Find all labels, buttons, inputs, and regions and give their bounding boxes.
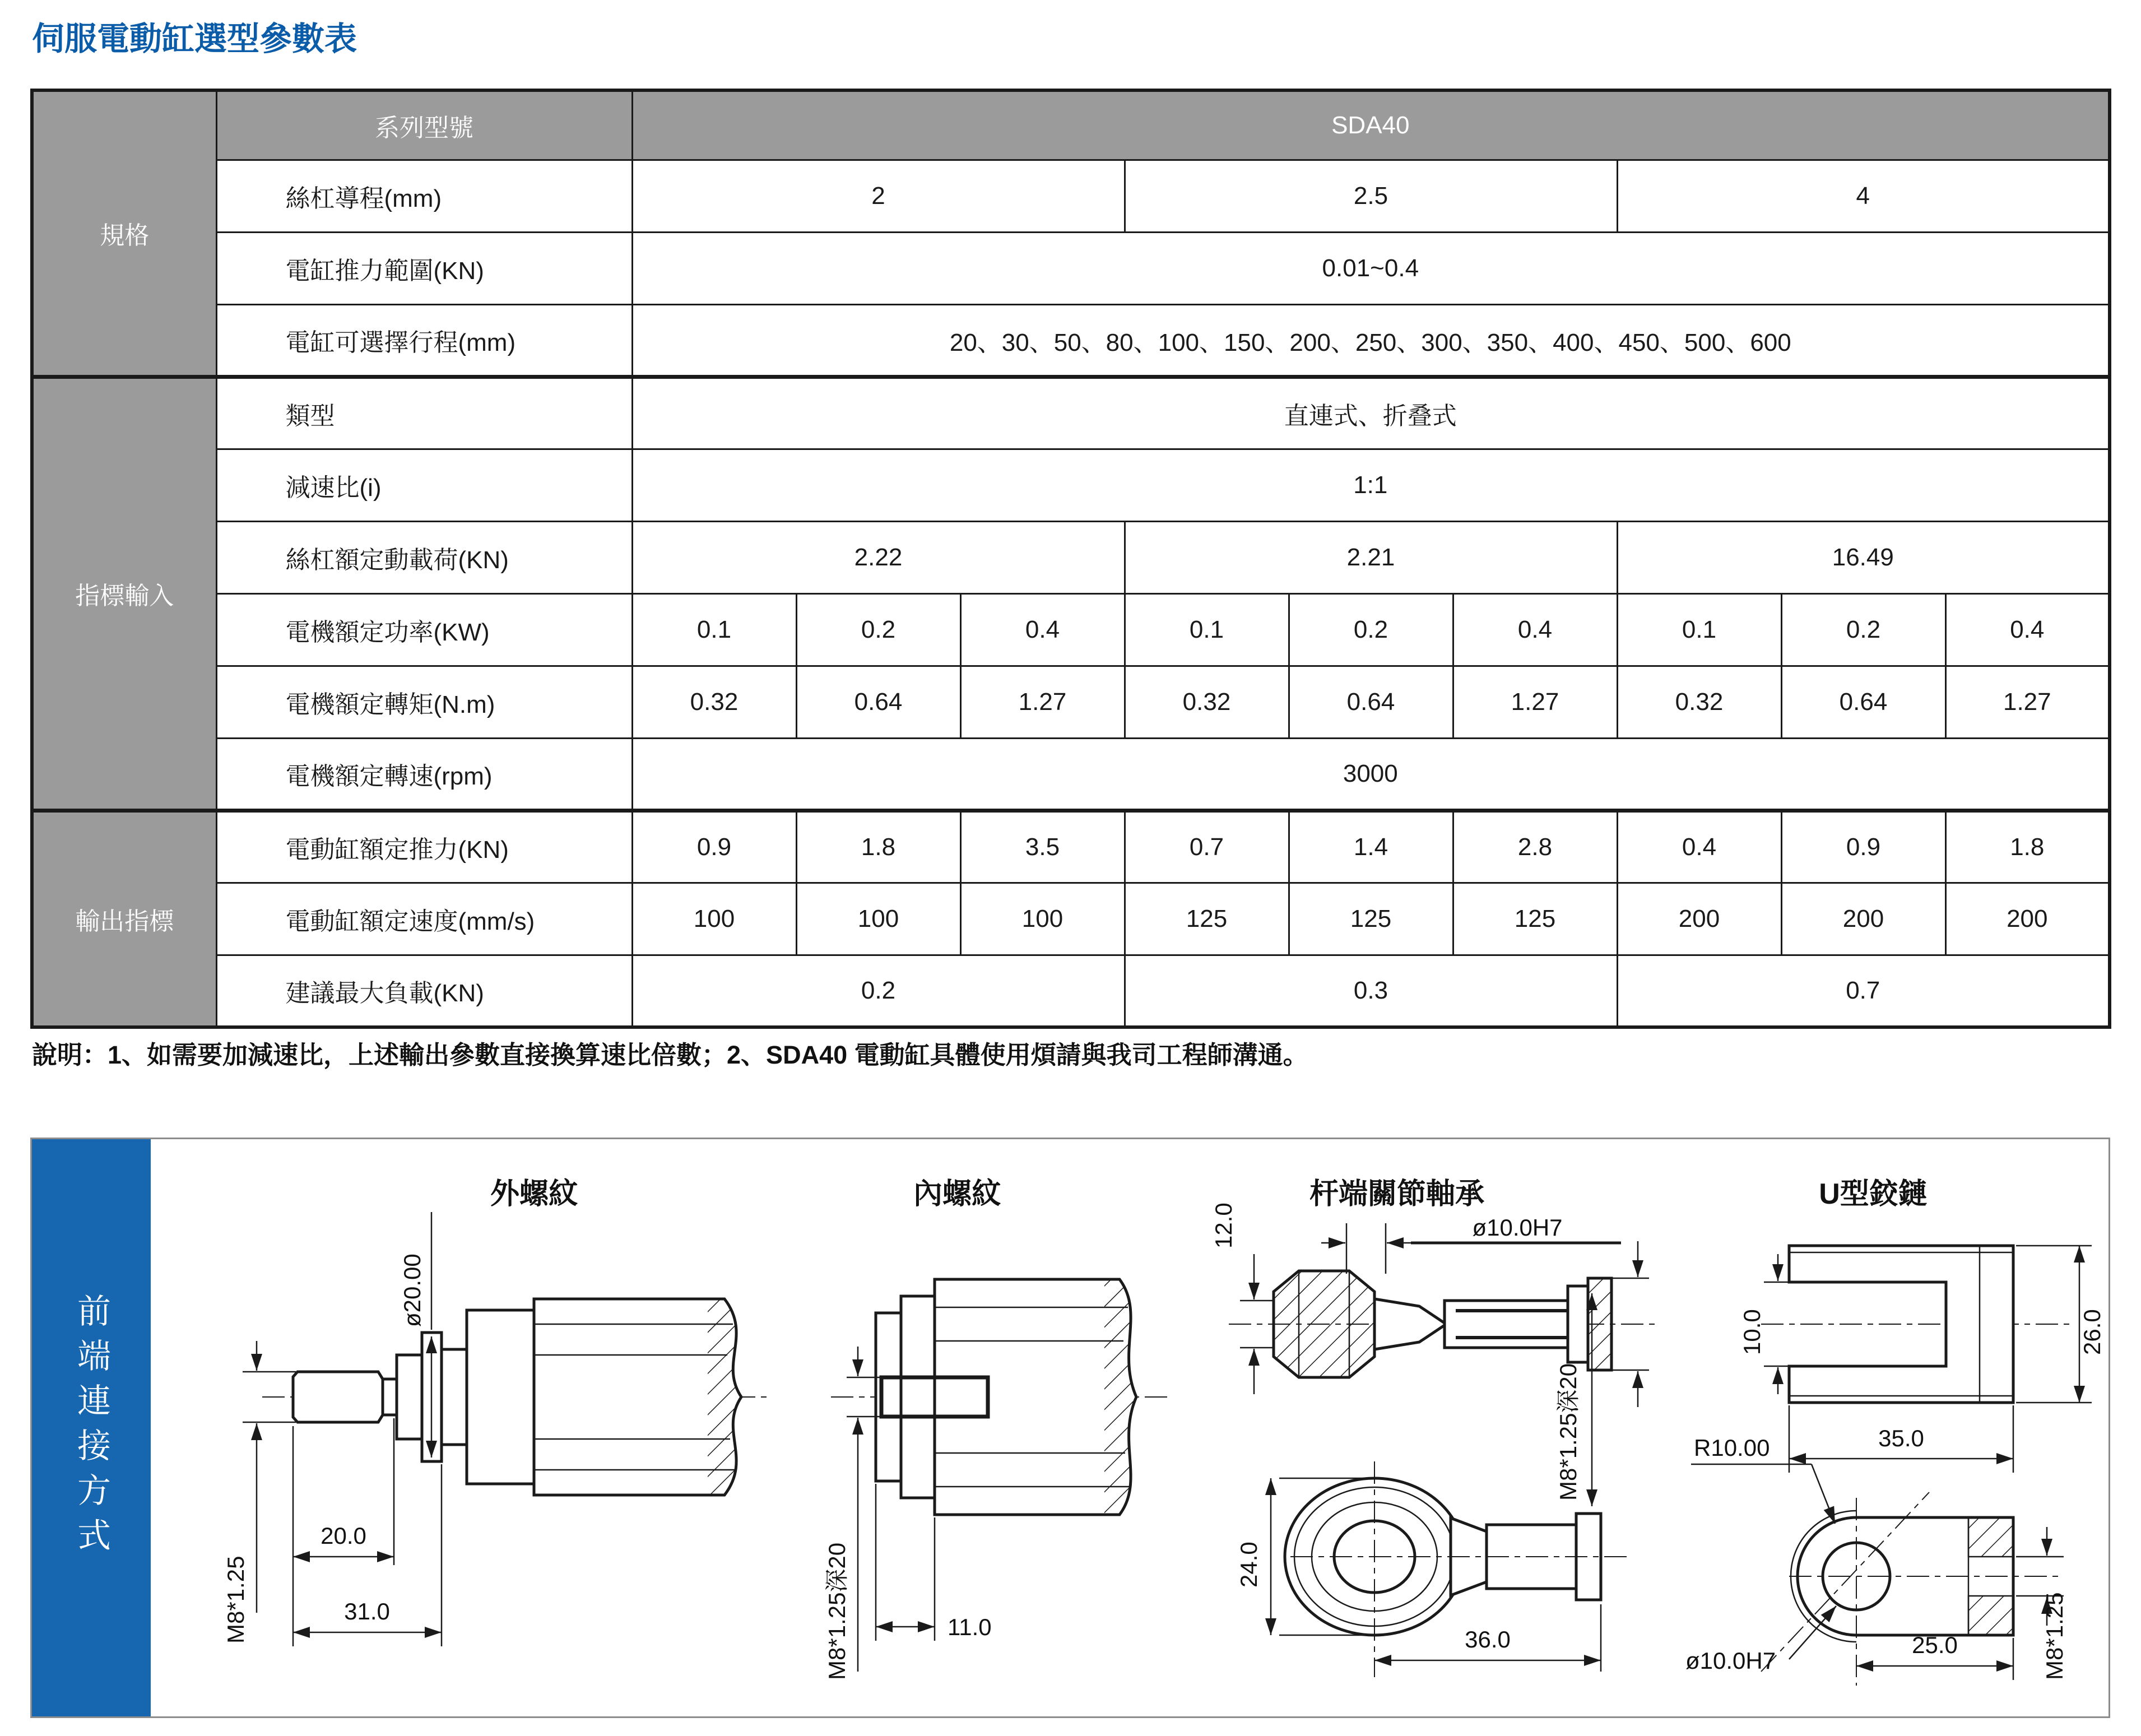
table-row-force-range	[32, 232, 2110, 304]
value-cell: 0.4	[1453, 593, 1617, 666]
spec-table	[30, 89, 2111, 1029]
value-cell: 4	[1617, 160, 2110, 232]
table-row-lead	[32, 160, 2110, 232]
sidebar-label: 前端連接方式	[73, 1293, 110, 1562]
page-title: 伺服電動缸選型參數表	[32, 21, 357, 57]
value-cell: 0.64	[1289, 666, 1453, 738]
row-label: 電動缸額定速度(mm/s)	[216, 883, 632, 955]
table-row-torque	[32, 666, 2110, 738]
value-cell: 0.9	[1781, 810, 1945, 883]
value-cell: 200	[1945, 883, 2110, 955]
value-cell: 0.1	[632, 593, 796, 666]
group-cell-specs: 規格	[32, 90, 216, 377]
value-cell: 2.22	[632, 521, 1125, 593]
drawing-title: 杆端關節軸承	[1309, 1178, 1485, 1210]
dim-label: 11.0	[948, 1614, 992, 1640]
value-cell: 1.27	[960, 666, 1125, 738]
dim-label: 31.0	[344, 1598, 390, 1624]
dim-label: ø10.0H7	[1685, 1647, 1776, 1674]
dim-label: R10.00	[1694, 1435, 1770, 1461]
value-cell: 125	[1453, 883, 1617, 955]
group-cell-input: 指標輸入	[32, 377, 216, 810]
value-cell: 0.7	[1125, 810, 1289, 883]
series-value-cell: SDA40	[632, 90, 2110, 160]
dim-label: M8*1.25深20	[1555, 1363, 1581, 1501]
table-row-stroke	[32, 304, 2110, 377]
table-row-power	[32, 593, 2110, 666]
value-cell: 0.3	[1125, 955, 1617, 1027]
dim-label: 25.0	[1912, 1632, 1958, 1658]
dim-label: 36.0	[1465, 1626, 1511, 1653]
dim-label: 35.0	[1878, 1425, 1924, 1451]
value-cell: 1.27	[1945, 666, 2110, 738]
drawing-rod-end-bearing	[1206, 1139, 1677, 1688]
drawing-title: 內螺紋	[913, 1178, 1001, 1210]
value-cell: 0.2	[796, 593, 960, 666]
value-cell: 1:1	[632, 449, 2110, 521]
series-label-cell: 系列型號	[216, 90, 632, 160]
drawing-u-clevis	[1677, 1139, 2109, 1688]
row-label: 電動缸額定推力(KN)	[216, 810, 632, 883]
note-text: 說明：1、如需要加減速比，上述輸出參數直接換算速比倍數；2、SDA40 電動缸具體使用煩請與我司工程師溝通。	[32, 1041, 1308, 1069]
value-cell: 1.8	[1945, 810, 2110, 883]
value-cell: 100	[796, 883, 960, 955]
value-cell: 0.9	[632, 810, 796, 883]
value-cell: 1.4	[1289, 810, 1453, 883]
row-label: 絲杠額定動載荷(KN)	[216, 521, 632, 593]
group-cell-output: 輸出指標	[32, 810, 216, 1027]
value-cell: 0.1	[1125, 593, 1289, 666]
value-cell: 0.7	[1617, 955, 2110, 1027]
table-row-header	[32, 90, 2110, 160]
row-label: 建議最大負載(KN)	[216, 955, 632, 1027]
connection-panel	[30, 1138, 2110, 1718]
value-cell: 2.21	[1125, 521, 1617, 593]
value-cell: 1.27	[1453, 666, 1617, 738]
table-row-speed-mms	[32, 883, 2110, 955]
dim-label: M8*1.25	[2041, 1592, 2068, 1680]
value-cell: 2.5	[1125, 160, 1617, 232]
value-cell: 0.32	[1617, 666, 1781, 738]
value-cell: 0.4	[1945, 593, 2110, 666]
dim-label: ø20.00	[399, 1254, 425, 1327]
dim-label: 26.0	[2079, 1309, 2105, 1355]
row-label: 電缸可選擇行程(mm)	[216, 304, 632, 377]
value-cell: 1.8	[796, 810, 960, 883]
value-cell: 20、30、50、80、100、150、200、250、300、350、400、450、500、600	[632, 304, 2110, 377]
table-row-type	[32, 377, 2110, 449]
dim-label: ø10.0H7	[1472, 1214, 1563, 1241]
table-row-thrust	[32, 810, 2110, 883]
table-row-ratio	[32, 449, 2110, 521]
dim-label: 20.0	[321, 1523, 366, 1549]
row-label: 減速比(i)	[216, 449, 632, 521]
value-cell: 0.2	[632, 955, 1125, 1027]
value-cell: 200	[1781, 883, 1945, 955]
value-cell: 0.64	[1781, 666, 1945, 738]
dim-label: M8*1.25	[222, 1556, 249, 1644]
value-cell: 0.2	[1781, 593, 1945, 666]
row-label: 類型	[216, 377, 632, 449]
drawing-internal-thread	[797, 1139, 1201, 1688]
drawing-title: U型鉸鏈	[1819, 1178, 1928, 1210]
value-cell: 0.1	[1617, 593, 1781, 666]
value-cell: 直連式、折叠式	[632, 377, 2110, 449]
value-cell: 16.49	[1617, 521, 2110, 593]
row-label: 電缸推力範圍(KN)	[216, 232, 632, 304]
table-row-speed-rpm	[32, 738, 2110, 810]
value-cell: 3.5	[960, 810, 1125, 883]
value-cell: 0.32	[1125, 666, 1289, 738]
value-cell: 100	[632, 883, 796, 955]
value-cell: 0.2	[1289, 593, 1453, 666]
row-label: 電機額定功率(KW)	[216, 593, 632, 666]
row-label: 絲杠導程(mm)	[216, 160, 632, 232]
value-cell: 0.01~0.4	[632, 232, 2110, 304]
value-cell: 200	[1617, 883, 1781, 955]
value-cell: 0.4	[1617, 810, 1781, 883]
dim-label: 12.0	[1210, 1203, 1237, 1248]
drawing-title: 外螺紋	[490, 1178, 578, 1210]
value-cell: 3000	[632, 738, 2110, 810]
value-cell: 2	[632, 160, 1125, 232]
dim-label: 24.0	[1236, 1542, 1262, 1588]
value-cell: 0.64	[796, 666, 960, 738]
row-label: 電機額定轉速(rpm)	[216, 738, 632, 810]
value-cell: 2.8	[1453, 810, 1617, 883]
dim-label: M8*1.25深20	[824, 1542, 850, 1680]
value-cell: 125	[1125, 883, 1289, 955]
value-cell: 0.32	[632, 666, 796, 738]
dim-label: 10.0	[1739, 1309, 1765, 1355]
connection-sidebar	[32, 1139, 151, 1716]
table-row-dyn-load	[32, 521, 2110, 593]
drawing-external-thread	[159, 1139, 797, 1688]
table-row-max-load	[32, 955, 2110, 1027]
value-cell: 100	[960, 883, 1125, 955]
value-cell: 125	[1289, 883, 1453, 955]
value-cell: 0.4	[960, 593, 1125, 666]
row-label: 電機額定轉矩(N.m)	[216, 666, 632, 738]
